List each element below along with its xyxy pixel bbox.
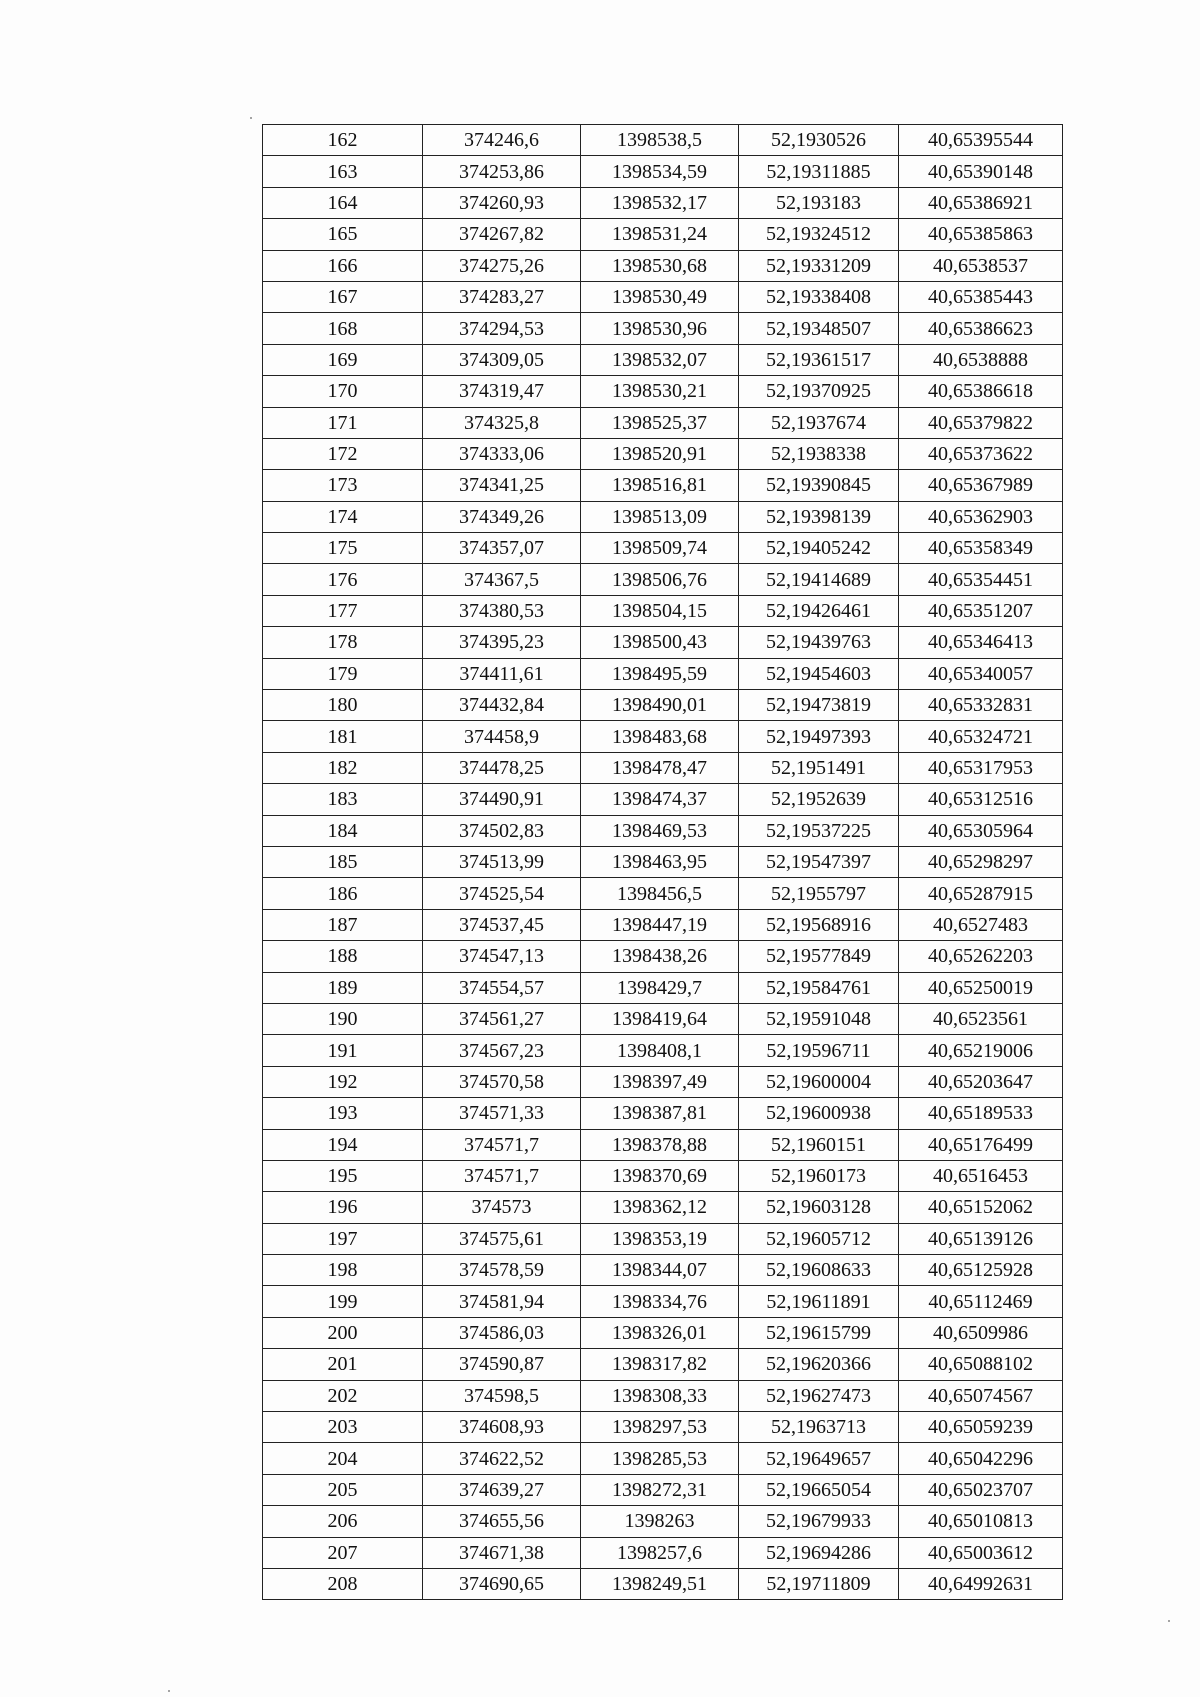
table-row bbox=[263, 1286, 1063, 1317]
latitude-cell: 52,19439763 bbox=[739, 627, 899, 658]
x-coordinate-cell: 374395,23 bbox=[423, 627, 581, 658]
x-coordinate-cell: 374253,86 bbox=[423, 156, 581, 187]
latitude-cell: 52,19611891 bbox=[739, 1286, 899, 1317]
latitude-cell: 52,19390845 bbox=[739, 470, 899, 501]
table-row bbox=[263, 1349, 1063, 1380]
y-coordinate-cell: 1398353,19 bbox=[581, 1223, 739, 1254]
latitude-cell: 52,19665054 bbox=[739, 1474, 899, 1505]
x-coordinate-cell: 374333,06 bbox=[423, 438, 581, 469]
longitude-cell: 40,6509986 bbox=[899, 1317, 1063, 1348]
latitude-cell: 52,1951491 bbox=[739, 752, 899, 783]
longitude-cell: 40,65287915 bbox=[899, 878, 1063, 909]
latitude-cell: 52,19591048 bbox=[739, 1003, 899, 1034]
latitude-cell: 52,19338408 bbox=[739, 281, 899, 312]
longitude-cell: 40,65189533 bbox=[899, 1098, 1063, 1129]
table-row bbox=[263, 1317, 1063, 1348]
longitude-cell: 40,65250019 bbox=[899, 972, 1063, 1003]
latitude-cell: 52,19711809 bbox=[739, 1568, 899, 1599]
point-number-cell: 165 bbox=[263, 219, 423, 250]
latitude-cell: 52,19398139 bbox=[739, 501, 899, 532]
x-coordinate-cell: 374590,87 bbox=[423, 1349, 581, 1380]
latitude-cell: 52,19596711 bbox=[739, 1035, 899, 1066]
table-row bbox=[263, 187, 1063, 218]
point-number-cell: 169 bbox=[263, 344, 423, 375]
point-number-cell: 180 bbox=[263, 690, 423, 721]
y-coordinate-cell: 1398387,81 bbox=[581, 1098, 739, 1129]
latitude-cell: 52,1930526 bbox=[739, 125, 899, 156]
longitude-cell: 40,65312516 bbox=[899, 784, 1063, 815]
point-number-cell: 198 bbox=[263, 1255, 423, 1286]
y-coordinate-cell: 1398408,1 bbox=[581, 1035, 739, 1066]
point-number-cell: 203 bbox=[263, 1412, 423, 1443]
y-coordinate-cell: 1398516,81 bbox=[581, 470, 739, 501]
point-number-cell: 192 bbox=[263, 1066, 423, 1097]
latitude-cell: 52,19694286 bbox=[739, 1537, 899, 1568]
y-coordinate-cell: 1398474,37 bbox=[581, 784, 739, 815]
point-number-cell: 191 bbox=[263, 1035, 423, 1066]
point-number-cell: 199 bbox=[263, 1286, 423, 1317]
y-coordinate-cell: 1398308,33 bbox=[581, 1380, 739, 1411]
latitude-cell: 52,19600004 bbox=[739, 1066, 899, 1097]
table-row bbox=[263, 533, 1063, 564]
latitude-cell: 52,19537225 bbox=[739, 815, 899, 846]
point-number-cell: 184 bbox=[263, 815, 423, 846]
point-number-cell: 179 bbox=[263, 658, 423, 689]
table-row bbox=[263, 784, 1063, 815]
longitude-cell: 40,65332831 bbox=[899, 690, 1063, 721]
table-row bbox=[263, 627, 1063, 658]
y-coordinate-cell: 1398538,5 bbox=[581, 125, 739, 156]
table-row bbox=[263, 1412, 1063, 1443]
table-row bbox=[263, 1443, 1063, 1474]
point-number-cell: 174 bbox=[263, 501, 423, 532]
table-row bbox=[263, 1003, 1063, 1034]
x-coordinate-cell: 374502,83 bbox=[423, 815, 581, 846]
point-number-cell: 204 bbox=[263, 1443, 423, 1474]
point-number-cell: 177 bbox=[263, 595, 423, 626]
longitude-cell: 40,65385863 bbox=[899, 219, 1063, 250]
latitude-cell: 52,1938338 bbox=[739, 438, 899, 469]
longitude-cell: 40,64992631 bbox=[899, 1568, 1063, 1599]
x-coordinate-cell: 374598,5 bbox=[423, 1380, 581, 1411]
x-coordinate-cell: 374357,07 bbox=[423, 533, 581, 564]
longitude-cell: 40,65003612 bbox=[899, 1537, 1063, 1568]
point-number-cell: 185 bbox=[263, 846, 423, 877]
table-row bbox=[263, 909, 1063, 940]
y-coordinate-cell: 1398456,5 bbox=[581, 878, 739, 909]
latitude-cell: 52,19600938 bbox=[739, 1098, 899, 1129]
longitude-cell: 40,65386623 bbox=[899, 313, 1063, 344]
latitude-cell: 52,19615799 bbox=[739, 1317, 899, 1348]
y-coordinate-cell: 1398344,07 bbox=[581, 1255, 739, 1286]
latitude-cell: 52,19405242 bbox=[739, 533, 899, 564]
table-row bbox=[263, 1380, 1063, 1411]
x-coordinate-cell: 374260,93 bbox=[423, 187, 581, 218]
latitude-cell: 52,19577849 bbox=[739, 941, 899, 972]
latitude-cell: 52,19426461 bbox=[739, 595, 899, 626]
longitude-cell: 40,65010813 bbox=[899, 1506, 1063, 1537]
point-number-cell: 181 bbox=[263, 721, 423, 752]
x-coordinate-cell: 374608,93 bbox=[423, 1412, 581, 1443]
longitude-cell: 40,65386618 bbox=[899, 376, 1063, 407]
point-number-cell: 173 bbox=[263, 470, 423, 501]
table-row bbox=[263, 690, 1063, 721]
table-row bbox=[263, 721, 1063, 752]
table-row bbox=[263, 941, 1063, 972]
longitude-cell: 40,65042296 bbox=[899, 1443, 1063, 1474]
x-coordinate-cell: 374341,25 bbox=[423, 470, 581, 501]
scan-speck bbox=[250, 117, 252, 119]
longitude-cell: 40,6538888 bbox=[899, 344, 1063, 375]
longitude-cell: 40,6527483 bbox=[899, 909, 1063, 940]
longitude-cell: 40,6523561 bbox=[899, 1003, 1063, 1034]
latitude-cell: 52,19361517 bbox=[739, 344, 899, 375]
y-coordinate-cell: 1398317,82 bbox=[581, 1349, 739, 1380]
y-coordinate-cell: 1398469,53 bbox=[581, 815, 739, 846]
table-row bbox=[263, 1255, 1063, 1286]
y-coordinate-cell: 1398429,7 bbox=[581, 972, 739, 1003]
longitude-cell: 40,65059239 bbox=[899, 1412, 1063, 1443]
point-number-cell: 193 bbox=[263, 1098, 423, 1129]
x-coordinate-cell: 374578,59 bbox=[423, 1255, 581, 1286]
x-coordinate-cell: 374537,45 bbox=[423, 909, 581, 940]
table-row bbox=[263, 125, 1063, 156]
point-number-cell: 189 bbox=[263, 972, 423, 1003]
x-coordinate-cell: 374283,27 bbox=[423, 281, 581, 312]
longitude-cell: 40,65358349 bbox=[899, 533, 1063, 564]
x-coordinate-cell: 374554,57 bbox=[423, 972, 581, 1003]
table-row bbox=[263, 1098, 1063, 1129]
table-row bbox=[263, 1066, 1063, 1097]
y-coordinate-cell: 1398531,24 bbox=[581, 219, 739, 250]
x-coordinate-cell: 374690,65 bbox=[423, 1568, 581, 1599]
table-row bbox=[263, 1129, 1063, 1160]
table-row bbox=[263, 250, 1063, 281]
y-coordinate-cell: 1398378,88 bbox=[581, 1129, 739, 1160]
point-number-cell: 195 bbox=[263, 1160, 423, 1191]
table-row bbox=[263, 595, 1063, 626]
point-number-cell: 182 bbox=[263, 752, 423, 783]
x-coordinate-cell: 374490,91 bbox=[423, 784, 581, 815]
longitude-cell: 40,65023707 bbox=[899, 1474, 1063, 1505]
point-number-cell: 188 bbox=[263, 941, 423, 972]
latitude-cell: 52,1955797 bbox=[739, 878, 899, 909]
x-coordinate-cell: 374246,6 bbox=[423, 125, 581, 156]
x-coordinate-cell: 374586,03 bbox=[423, 1317, 581, 1348]
longitude-cell: 40,65340057 bbox=[899, 658, 1063, 689]
latitude-cell: 52,193183 bbox=[739, 187, 899, 218]
table-row bbox=[263, 815, 1063, 846]
y-coordinate-cell: 1398520,91 bbox=[581, 438, 739, 469]
table-row bbox=[263, 878, 1063, 909]
longitude-cell: 40,65219006 bbox=[899, 1035, 1063, 1066]
table-row bbox=[263, 972, 1063, 1003]
point-number-cell: 172 bbox=[263, 438, 423, 469]
y-coordinate-cell: 1398513,09 bbox=[581, 501, 739, 532]
point-number-cell: 164 bbox=[263, 187, 423, 218]
point-number-cell: 205 bbox=[263, 1474, 423, 1505]
x-coordinate-cell: 374478,25 bbox=[423, 752, 581, 783]
latitude-cell: 52,19454603 bbox=[739, 658, 899, 689]
point-number-cell: 166 bbox=[263, 250, 423, 281]
y-coordinate-cell: 1398495,59 bbox=[581, 658, 739, 689]
latitude-cell: 52,19620366 bbox=[739, 1349, 899, 1380]
latitude-cell: 52,1963713 bbox=[739, 1412, 899, 1443]
point-number-cell: 190 bbox=[263, 1003, 423, 1034]
longitude-cell: 40,65176499 bbox=[899, 1129, 1063, 1160]
point-number-cell: 176 bbox=[263, 564, 423, 595]
longitude-cell: 40,65395544 bbox=[899, 125, 1063, 156]
table-row bbox=[263, 313, 1063, 344]
coordinates-table-body bbox=[263, 125, 1063, 1600]
table-row bbox=[263, 470, 1063, 501]
y-coordinate-cell: 1398530,96 bbox=[581, 313, 739, 344]
y-coordinate-cell: 1398534,59 bbox=[581, 156, 739, 187]
y-coordinate-cell: 1398504,15 bbox=[581, 595, 739, 626]
y-coordinate-cell: 1398500,43 bbox=[581, 627, 739, 658]
point-number-cell: 196 bbox=[263, 1192, 423, 1223]
y-coordinate-cell: 1398530,49 bbox=[581, 281, 739, 312]
table-row bbox=[263, 846, 1063, 877]
y-coordinate-cell: 1398419,64 bbox=[581, 1003, 739, 1034]
y-coordinate-cell: 1398532,17 bbox=[581, 187, 739, 218]
longitude-cell: 40,65074567 bbox=[899, 1380, 1063, 1411]
y-coordinate-cell: 1398532,07 bbox=[581, 344, 739, 375]
point-number-cell: 162 bbox=[263, 125, 423, 156]
y-coordinate-cell: 1398397,49 bbox=[581, 1066, 739, 1097]
point-number-cell: 194 bbox=[263, 1129, 423, 1160]
latitude-cell: 52,19348507 bbox=[739, 313, 899, 344]
x-coordinate-cell: 374411,61 bbox=[423, 658, 581, 689]
x-coordinate-cell: 374570,58 bbox=[423, 1066, 581, 1097]
x-coordinate-cell: 374349,26 bbox=[423, 501, 581, 532]
y-coordinate-cell: 1398257,6 bbox=[581, 1537, 739, 1568]
point-number-cell: 202 bbox=[263, 1380, 423, 1411]
table-row bbox=[263, 1568, 1063, 1599]
latitude-cell: 52,19331209 bbox=[739, 250, 899, 281]
longitude-cell: 40,65203647 bbox=[899, 1066, 1063, 1097]
y-coordinate-cell: 1398463,95 bbox=[581, 846, 739, 877]
y-coordinate-cell: 1398249,51 bbox=[581, 1568, 739, 1599]
latitude-cell: 52,1952639 bbox=[739, 784, 899, 815]
point-number-cell: 208 bbox=[263, 1568, 423, 1599]
latitude-cell: 52,1937674 bbox=[739, 407, 899, 438]
table-row bbox=[263, 1035, 1063, 1066]
longitude-cell: 40,65362903 bbox=[899, 501, 1063, 532]
x-coordinate-cell: 374571,7 bbox=[423, 1160, 581, 1191]
latitude-cell: 52,19649657 bbox=[739, 1443, 899, 1474]
x-coordinate-cell: 374525,54 bbox=[423, 878, 581, 909]
table-row bbox=[263, 1160, 1063, 1191]
point-number-cell: 197 bbox=[263, 1223, 423, 1254]
point-number-cell: 167 bbox=[263, 281, 423, 312]
longitude-cell: 40,65351207 bbox=[899, 595, 1063, 626]
scan-speck bbox=[1168, 1620, 1170, 1622]
latitude-cell: 52,19568916 bbox=[739, 909, 899, 940]
longitude-cell: 40,6516453 bbox=[899, 1160, 1063, 1191]
longitude-cell: 40,65354451 bbox=[899, 564, 1063, 595]
longitude-cell: 40,65346413 bbox=[899, 627, 1063, 658]
y-coordinate-cell: 1398530,68 bbox=[581, 250, 739, 281]
y-coordinate-cell: 1398506,76 bbox=[581, 564, 739, 595]
table-row bbox=[263, 1506, 1063, 1537]
table-row bbox=[263, 344, 1063, 375]
x-coordinate-cell: 374547,13 bbox=[423, 941, 581, 972]
point-number-cell: 207 bbox=[263, 1537, 423, 1568]
longitude-cell: 40,65139126 bbox=[899, 1223, 1063, 1254]
longitude-cell: 40,65367989 bbox=[899, 470, 1063, 501]
table-row bbox=[263, 752, 1063, 783]
longitude-cell: 40,65373622 bbox=[899, 438, 1063, 469]
coordinates-table bbox=[262, 124, 1063, 1600]
y-coordinate-cell: 1398285,53 bbox=[581, 1443, 739, 1474]
y-coordinate-cell: 1398297,53 bbox=[581, 1412, 739, 1443]
table-row bbox=[263, 281, 1063, 312]
table-row bbox=[263, 501, 1063, 532]
point-number-cell: 171 bbox=[263, 407, 423, 438]
x-coordinate-cell: 374275,26 bbox=[423, 250, 581, 281]
longitude-cell: 40,65385443 bbox=[899, 281, 1063, 312]
x-coordinate-cell: 374319,47 bbox=[423, 376, 581, 407]
point-number-cell: 168 bbox=[263, 313, 423, 344]
y-coordinate-cell: 1398525,37 bbox=[581, 407, 739, 438]
x-coordinate-cell: 374294,53 bbox=[423, 313, 581, 344]
point-number-cell: 206 bbox=[263, 1506, 423, 1537]
longitude-cell: 40,65379822 bbox=[899, 407, 1063, 438]
longitude-cell: 40,65262203 bbox=[899, 941, 1063, 972]
table-row bbox=[263, 376, 1063, 407]
point-number-cell: 187 bbox=[263, 909, 423, 940]
table-row bbox=[263, 658, 1063, 689]
scan-speck bbox=[168, 1690, 170, 1692]
point-number-cell: 178 bbox=[263, 627, 423, 658]
y-coordinate-cell: 1398370,69 bbox=[581, 1160, 739, 1191]
longitude-cell: 40,65390148 bbox=[899, 156, 1063, 187]
latitude-cell: 52,19679933 bbox=[739, 1506, 899, 1537]
x-coordinate-cell: 374575,61 bbox=[423, 1223, 581, 1254]
table-row bbox=[263, 438, 1063, 469]
table-row bbox=[263, 1537, 1063, 1568]
y-coordinate-cell: 1398438,26 bbox=[581, 941, 739, 972]
longitude-cell: 40,65324721 bbox=[899, 721, 1063, 752]
table-row bbox=[263, 1223, 1063, 1254]
x-coordinate-cell: 374671,38 bbox=[423, 1537, 581, 1568]
latitude-cell: 52,19324512 bbox=[739, 219, 899, 250]
x-coordinate-cell: 374267,82 bbox=[423, 219, 581, 250]
point-number-cell: 201 bbox=[263, 1349, 423, 1380]
longitude-cell: 40,65317953 bbox=[899, 752, 1063, 783]
latitude-cell: 52,19311885 bbox=[739, 156, 899, 187]
longitude-cell: 40,65298297 bbox=[899, 846, 1063, 877]
x-coordinate-cell: 374655,56 bbox=[423, 1506, 581, 1537]
x-coordinate-cell: 374380,53 bbox=[423, 595, 581, 626]
x-coordinate-cell: 374309,05 bbox=[423, 344, 581, 375]
longitude-cell: 40,65088102 bbox=[899, 1349, 1063, 1380]
x-coordinate-cell: 374639,27 bbox=[423, 1474, 581, 1505]
y-coordinate-cell: 1398334,76 bbox=[581, 1286, 739, 1317]
longitude-cell: 40,6538537 bbox=[899, 250, 1063, 281]
y-coordinate-cell: 1398530,21 bbox=[581, 376, 739, 407]
longitude-cell: 40,65152062 bbox=[899, 1192, 1063, 1223]
latitude-cell: 52,19627473 bbox=[739, 1380, 899, 1411]
point-number-cell: 175 bbox=[263, 533, 423, 564]
latitude-cell: 52,19605712 bbox=[739, 1223, 899, 1254]
table-row bbox=[263, 156, 1063, 187]
y-coordinate-cell: 1398263 bbox=[581, 1506, 739, 1537]
longitude-cell: 40,65125928 bbox=[899, 1255, 1063, 1286]
latitude-cell: 52,1960173 bbox=[739, 1160, 899, 1191]
latitude-cell: 52,19497393 bbox=[739, 721, 899, 752]
latitude-cell: 52,19603128 bbox=[739, 1192, 899, 1223]
point-number-cell: 186 bbox=[263, 878, 423, 909]
point-number-cell: 170 bbox=[263, 376, 423, 407]
point-number-cell: 183 bbox=[263, 784, 423, 815]
longitude-cell: 40,65112469 bbox=[899, 1286, 1063, 1317]
x-coordinate-cell: 374561,27 bbox=[423, 1003, 581, 1034]
x-coordinate-cell: 374325,8 bbox=[423, 407, 581, 438]
longitude-cell: 40,65305964 bbox=[899, 815, 1063, 846]
x-coordinate-cell: 374622,52 bbox=[423, 1443, 581, 1474]
table-row bbox=[263, 1192, 1063, 1223]
y-coordinate-cell: 1398362,12 bbox=[581, 1192, 739, 1223]
latitude-cell: 52,19584761 bbox=[739, 972, 899, 1003]
x-coordinate-cell: 374573 bbox=[423, 1192, 581, 1223]
x-coordinate-cell: 374432,84 bbox=[423, 690, 581, 721]
y-coordinate-cell: 1398509,74 bbox=[581, 533, 739, 564]
x-coordinate-cell: 374571,33 bbox=[423, 1098, 581, 1129]
y-coordinate-cell: 1398447,19 bbox=[581, 909, 739, 940]
table-row bbox=[263, 407, 1063, 438]
table-row bbox=[263, 564, 1063, 595]
x-coordinate-cell: 374581,94 bbox=[423, 1286, 581, 1317]
y-coordinate-cell: 1398478,47 bbox=[581, 752, 739, 783]
latitude-cell: 52,19473819 bbox=[739, 690, 899, 721]
longitude-cell: 40,65386921 bbox=[899, 187, 1063, 218]
table-row bbox=[263, 1474, 1063, 1505]
latitude-cell: 52,1960151 bbox=[739, 1129, 899, 1160]
y-coordinate-cell: 1398483,68 bbox=[581, 721, 739, 752]
y-coordinate-cell: 1398272,31 bbox=[581, 1474, 739, 1505]
latitude-cell: 52,19414689 bbox=[739, 564, 899, 595]
x-coordinate-cell: 374513,99 bbox=[423, 846, 581, 877]
x-coordinate-cell: 374571,7 bbox=[423, 1129, 581, 1160]
point-number-cell: 163 bbox=[263, 156, 423, 187]
latitude-cell: 52,19547397 bbox=[739, 846, 899, 877]
x-coordinate-cell: 374367,5 bbox=[423, 564, 581, 595]
x-coordinate-cell: 374567,23 bbox=[423, 1035, 581, 1066]
latitude-cell: 52,19370925 bbox=[739, 376, 899, 407]
y-coordinate-cell: 1398490,01 bbox=[581, 690, 739, 721]
point-number-cell: 200 bbox=[263, 1317, 423, 1348]
x-coordinate-cell: 374458,9 bbox=[423, 721, 581, 752]
table-row bbox=[263, 219, 1063, 250]
latitude-cell: 52,19608633 bbox=[739, 1255, 899, 1286]
y-coordinate-cell: 1398326,01 bbox=[581, 1317, 739, 1348]
